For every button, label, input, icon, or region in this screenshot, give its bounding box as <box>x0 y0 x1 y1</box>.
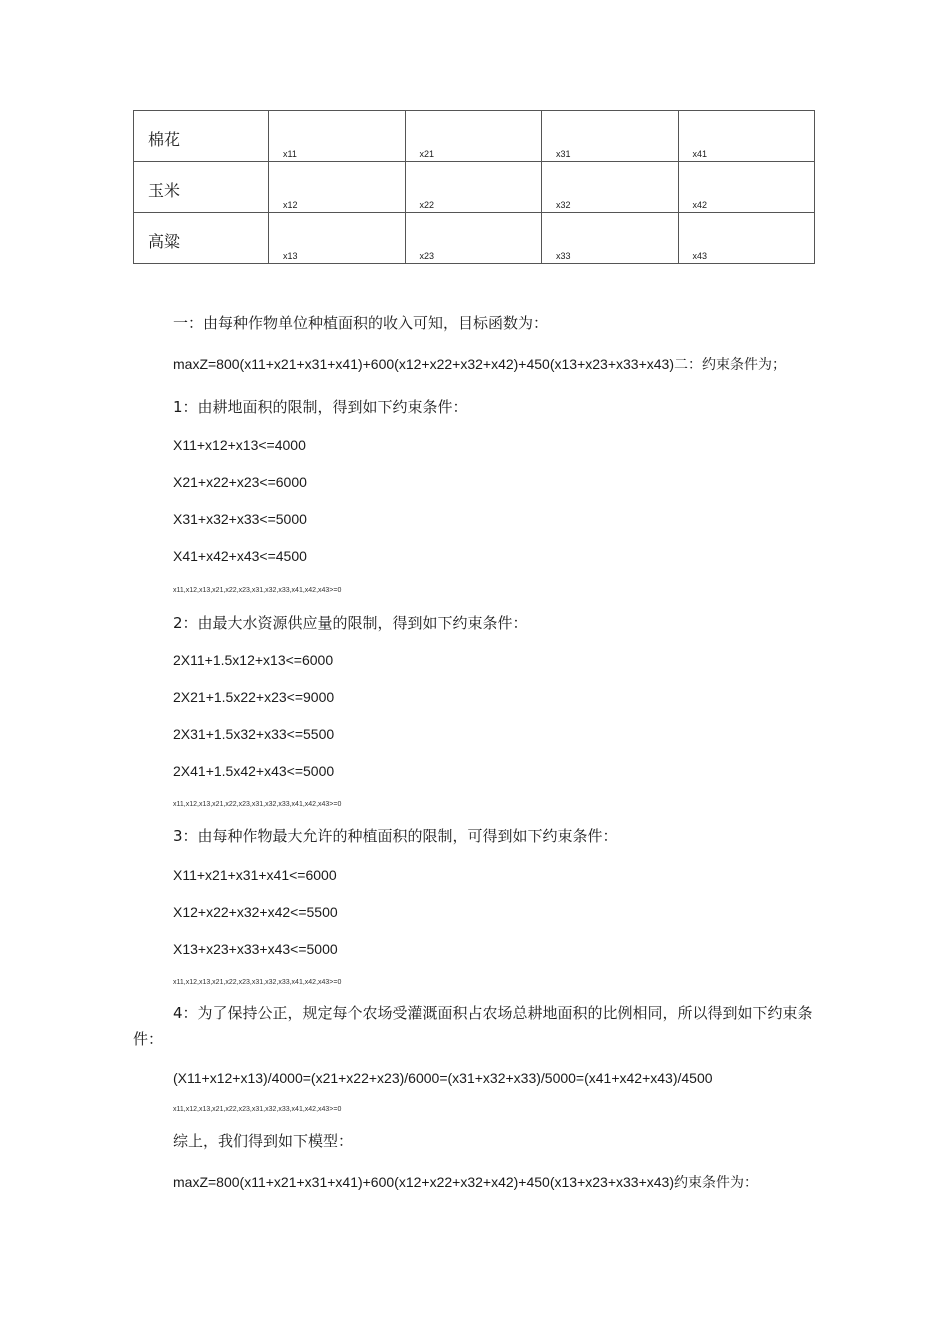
nonnegativity-note: x11,x12,x13,x21,x22,x23,x31,x32,x33,x41,x42,x43>=0 <box>173 979 342 986</box>
constraint-4-text: 4：为了保持公正，规定每个农场受灌溉面积占农场总耕地面积的比例相同，所以得到如下约束条件： <box>133 1004 813 1048</box>
constraint-equation: X41+x42+x43<=4500 <box>173 548 307 564</box>
variable-table <box>133 110 815 264</box>
table-cell <box>405 162 542 213</box>
constraint-equation: 2X41+1.5x42+x43<=5000 <box>173 763 335 779</box>
variable-label: x32 <box>556 200 571 210</box>
table-cell <box>542 213 679 264</box>
objective-intro: 一：由每种作物单位种植面积的收入可知，目标函数为： <box>173 314 549 332</box>
variable-label: x13 <box>283 251 298 261</box>
summary-title: 综上，我们得到如下模型： <box>173 1132 354 1150</box>
variable-label: x31 <box>556 149 571 159</box>
variable-label: x12 <box>283 200 298 210</box>
summary-objective: maxZ=800(x11+x21+x31+x41)+600(x12+x22+x32+x42)+450(x13+x23+x33+x43)约束条件为： <box>173 1174 758 1190</box>
crop-label: 高粱 <box>134 213 269 264</box>
variable-label: x11 <box>283 149 297 159</box>
constraint-equation: X13+x23+x33+x43<=5000 <box>173 941 338 957</box>
table-cell <box>269 162 406 213</box>
table-cell <box>678 213 815 264</box>
variable-label: x42 <box>692 200 708 210</box>
table-cell <box>678 111 815 162</box>
constraint-equation: X31+x32+x33<=5000 <box>173 511 307 527</box>
constraint-equation: X21+x22+x23<=6000 <box>173 474 307 490</box>
table-cell <box>269 111 406 162</box>
variable-label: x41 <box>692 149 708 159</box>
crop-label: 棉花 <box>134 111 269 162</box>
variable-label: x33 <box>556 251 571 261</box>
constraint-3-title: 3：由每种作物最大允许的种植面积的限制，可得到如下约束条件： <box>173 827 618 845</box>
table-cell <box>678 162 815 213</box>
table-cell <box>269 213 406 264</box>
table-cell <box>405 213 542 264</box>
variable-label: x43 <box>692 251 708 261</box>
constraint-equation: 2X21+1.5x22+x23<=9000 <box>173 689 335 705</box>
variable-label: x22 <box>419 200 435 210</box>
constraint-1-title: 1：由耕地面积的限制，得到如下约束条件： <box>173 398 468 416</box>
table-row <box>134 213 815 264</box>
objective-function: maxZ=800(x11+x21+x31+x41)+600(x12+x22+x32+x42)+450(x13+x23+x33+x43)二：约束条件为； <box>173 356 786 372</box>
constraint-2-title: 2：由最大水资源供应量的限制，得到如下约束条件： <box>173 614 528 632</box>
constraint-equation: X11+x12+x13<=4000 <box>173 437 306 453</box>
table-cell <box>542 162 679 213</box>
nonnegativity-note: x11,x12,x13,x21,x22,x23,x31,x32,x33,x41,x42,x43>=0 <box>173 801 342 808</box>
table-row <box>134 111 815 162</box>
table-cell <box>542 111 679 162</box>
variable-label: x21 <box>419 149 435 159</box>
nonnegativity-note: x11,x12,x13,x21,x22,x23,x31,x32,x33,x41,x42,x43>=0 <box>173 1106 342 1113</box>
nonnegativity-note: x11,x12,x13,x21,x22,x23,x31,x32,x33,x41,x42,x43>=0 <box>173 587 342 594</box>
crop-label: 玉米 <box>134 162 269 213</box>
variable-label: x23 <box>419 251 435 261</box>
constraint-equation: (X11+x12+x13)/4000=(x21+x22+x23)/6000=(x31+x32+x33)/5000=(x41+x42+x43)/4500 <box>173 1070 713 1086</box>
table-row <box>134 162 815 213</box>
constraint-equation: X11+x21+x31+x41<=6000 <box>173 867 337 883</box>
table-cell <box>405 111 542 162</box>
constraint-equation: X12+x22+x32+x42<=5500 <box>173 904 338 920</box>
constraint-equation: 2X11+1.5x12+x13<=6000 <box>173 652 334 668</box>
constraint-equation: 2X31+1.5x32+x33<=5500 <box>173 726 335 742</box>
